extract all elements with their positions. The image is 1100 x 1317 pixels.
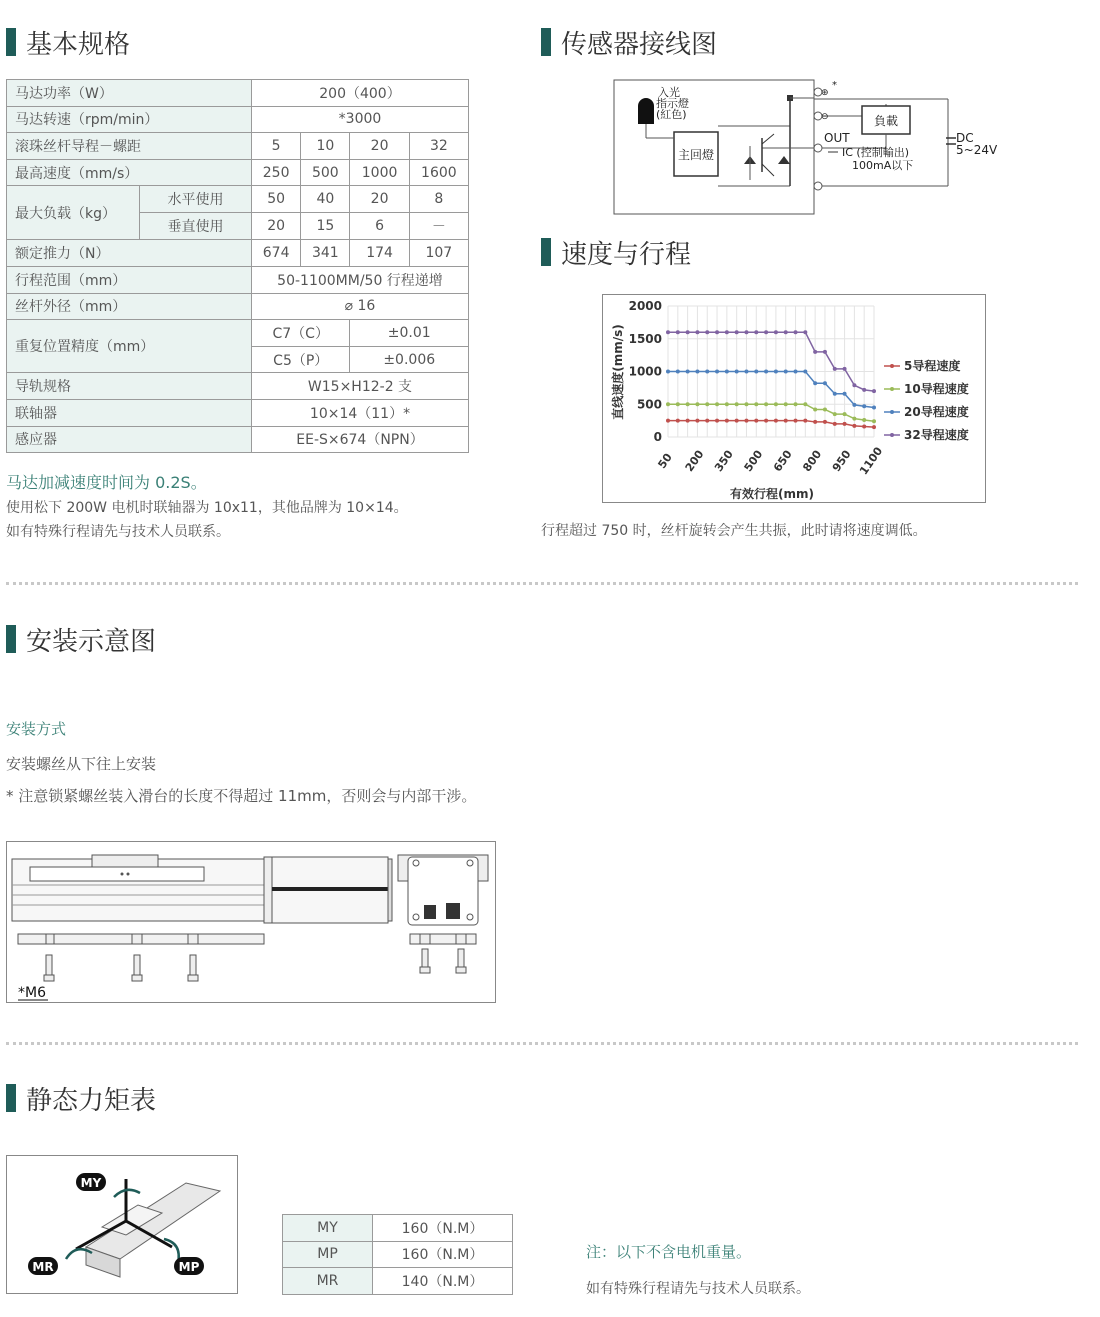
y-tick-label: 0 xyxy=(653,430,662,444)
x-tick-label: 950 xyxy=(829,447,854,475)
my-label: MY xyxy=(80,1176,102,1190)
data-point xyxy=(774,330,778,334)
data-point xyxy=(813,420,817,424)
install-method-title: 安装方式 xyxy=(6,720,67,738)
data-point xyxy=(676,402,680,406)
max-load-cell xyxy=(7,186,252,240)
data-point xyxy=(705,419,709,423)
horizontal-value: 20 xyxy=(350,186,409,213)
data-point xyxy=(735,419,739,423)
motor-end xyxy=(388,859,392,921)
resonance-note: 行程超过 750 时，丝杆旋转会产生共振，此时请将速度调低。 xyxy=(541,523,927,539)
data-point xyxy=(872,389,876,393)
data-point xyxy=(686,330,690,334)
moment-value: 140（N.M） xyxy=(373,1268,513,1295)
data-point xyxy=(803,370,807,374)
thrust-label: 额定推力（N） xyxy=(7,240,252,267)
moment-table xyxy=(282,1214,513,1295)
zener-icon xyxy=(778,156,790,164)
moment-key: MP xyxy=(283,1241,373,1268)
data-point xyxy=(823,420,827,424)
data-point xyxy=(774,370,778,374)
moment-note-title: 注：以下不含电机重量。 xyxy=(586,1243,752,1261)
data-point xyxy=(686,402,690,406)
section-title-basic-spec: 基本规格 xyxy=(6,26,130,58)
coupling-value: 10×14（11）* xyxy=(252,399,469,426)
install-method-text: 安装螺丝从下往上安装 xyxy=(6,755,157,773)
mount-block xyxy=(132,934,142,944)
vertical-value: 15 xyxy=(301,213,350,240)
dotted-divider xyxy=(6,582,1078,585)
data-point xyxy=(872,406,876,410)
slider-table xyxy=(92,855,158,867)
vertical-value: － xyxy=(409,213,468,240)
data-point xyxy=(843,412,847,416)
data-point xyxy=(843,392,847,396)
indicator-label: (紅色) xyxy=(656,108,687,121)
data-point xyxy=(686,370,690,374)
data-point xyxy=(666,370,670,374)
x-tick-label: 1100 xyxy=(857,444,886,478)
x-tick-label: 350 xyxy=(712,447,736,475)
data-point xyxy=(794,419,798,423)
table-row xyxy=(283,1215,513,1242)
load-label: 負載 xyxy=(874,114,899,128)
moment-diagram xyxy=(6,1155,238,1295)
data-point xyxy=(823,381,827,385)
slider-carriage xyxy=(30,867,204,881)
spec-table xyxy=(6,79,469,453)
y-axis-label: 直线速度(mm/s) xyxy=(611,324,625,420)
screw-size-label: *M6 xyxy=(18,985,46,1001)
table-row xyxy=(7,266,469,293)
data-point xyxy=(725,330,729,334)
thrust-value: 341 xyxy=(301,240,350,267)
star-label: * xyxy=(832,80,837,91)
data-point xyxy=(764,402,768,406)
coupling-label: 联轴器 xyxy=(7,399,252,426)
data-point xyxy=(715,402,719,406)
data-point xyxy=(666,330,670,334)
title-accent-bar xyxy=(6,1084,16,1112)
current-label: 100mA以下 xyxy=(852,159,914,172)
table-row xyxy=(7,240,469,267)
data-point xyxy=(784,370,788,374)
horizontal-label: 水平使用 xyxy=(140,186,251,213)
sensor-value: EE-S×674（NPN） xyxy=(252,426,469,453)
connector-icon xyxy=(424,905,436,919)
screw-head-icon xyxy=(420,967,430,973)
indicator-label: 入光 xyxy=(658,86,680,99)
max-speed-value: 1000 xyxy=(350,159,409,186)
data-point xyxy=(843,422,847,426)
screw-head-icon xyxy=(456,967,466,973)
data-point xyxy=(764,370,768,374)
moment-key: MR xyxy=(283,1268,373,1295)
moment-value: 160（N.M） xyxy=(373,1215,513,1242)
data-point xyxy=(686,419,690,423)
data-point xyxy=(852,403,856,407)
data-point xyxy=(715,370,719,374)
data-point xyxy=(872,425,876,429)
moment-key: MY xyxy=(283,1215,373,1242)
section-title-speed-stroke: 速度与行程 xyxy=(541,236,691,268)
mount-block xyxy=(456,934,466,944)
horizontal-value: 50 xyxy=(252,186,301,213)
max-speed-value: 500 xyxy=(301,159,350,186)
y-tick-label: 1500 xyxy=(628,331,662,346)
max-speed-label: 最高速度（mm/s） xyxy=(7,159,252,186)
data-point xyxy=(744,419,748,423)
table-row xyxy=(7,80,469,107)
mount-screw-icon xyxy=(422,949,428,969)
transistor-icon xyxy=(762,134,774,144)
c5-label: C5（P） xyxy=(252,346,350,373)
mount-block xyxy=(188,934,198,944)
speed-stroke-chart xyxy=(602,294,986,503)
data-point xyxy=(852,417,856,421)
install-diagram xyxy=(6,841,496,1004)
y-tick-label: 2000 xyxy=(628,299,662,313)
data-point xyxy=(735,330,739,334)
screw-dia-label: 丝杆外径（mm） xyxy=(7,293,252,320)
data-point xyxy=(695,419,699,423)
connector-icon xyxy=(446,903,460,919)
section-title-sensor-wiring: 传感器接线图 xyxy=(541,26,717,58)
dotted-divider xyxy=(6,1042,1078,1045)
mount-screw-icon xyxy=(46,955,52,975)
data-point xyxy=(735,370,739,374)
data-point xyxy=(695,330,699,334)
data-point xyxy=(794,370,798,374)
screw-head-icon xyxy=(188,975,198,981)
mount-screw-icon xyxy=(458,949,464,969)
table-row xyxy=(7,133,469,160)
table-row xyxy=(7,426,469,453)
data-point xyxy=(705,370,709,374)
data-point xyxy=(833,367,837,371)
data-point xyxy=(676,419,680,423)
c7-value: ±0.01 xyxy=(350,320,469,347)
main-circuit-label: 主回燈 xyxy=(678,148,715,162)
screw-hole-icon xyxy=(127,873,130,876)
legend-label: 32导程速度 xyxy=(904,428,969,442)
table-row xyxy=(7,373,469,400)
max-speed-value: 1600 xyxy=(409,159,468,186)
data-point xyxy=(813,407,817,411)
legend-label: 10导程速度 xyxy=(904,382,969,396)
legend-label: 5导程速度 xyxy=(904,359,961,373)
data-point xyxy=(833,392,837,396)
lead-value: 10 xyxy=(301,133,350,160)
data-point xyxy=(744,370,748,374)
title-accent-bar xyxy=(6,625,16,653)
legend-marker xyxy=(890,387,894,391)
table-row xyxy=(7,399,469,426)
data-point xyxy=(872,419,876,423)
install-warning: * 注意锁紧螺丝装入滑台的长度不得超过 11mm，否则会与内部干涉。 xyxy=(6,787,477,805)
data-point xyxy=(725,402,729,406)
thrust-value: 107 xyxy=(409,240,468,267)
x-axis-label: 有效行程(mm) xyxy=(730,487,814,501)
data-point xyxy=(784,419,788,423)
max-speed-value: 250 xyxy=(252,159,301,186)
data-point xyxy=(764,330,768,334)
data-point xyxy=(794,402,798,406)
thrust-value: 174 xyxy=(350,240,409,267)
indicator-label: 指示燈 xyxy=(656,97,689,110)
data-point xyxy=(794,330,798,334)
horizontal-value: 40 xyxy=(301,186,350,213)
y-tick-label: 1000 xyxy=(628,364,662,379)
data-point xyxy=(695,370,699,374)
title-accent-bar xyxy=(541,28,551,56)
out-label: OUT xyxy=(824,131,850,145)
sensor-label: 感应器 xyxy=(7,426,252,453)
data-point xyxy=(754,330,758,334)
moment-value: 160（N.M） xyxy=(373,1241,513,1268)
indicator-led-icon xyxy=(638,98,654,124)
motor-power-value: 200（400） xyxy=(252,80,469,107)
end-plate xyxy=(264,857,272,923)
x-tick-label: 500 xyxy=(741,447,766,475)
section-title-static-moment: 静态力矩表 xyxy=(6,1082,156,1114)
mount-screw-icon xyxy=(134,955,140,975)
screw-hole-icon xyxy=(121,873,124,876)
ic-label: IC (控制輸出) xyxy=(842,146,910,159)
moment-note-text: 如有特殊行程请先与技术人员联系。 xyxy=(586,1281,810,1297)
voltage-label: 5~24V xyxy=(956,143,998,157)
screw-dia-value: ⌀ 16 xyxy=(252,293,469,320)
horizontal-value: 8 xyxy=(409,186,468,213)
data-point xyxy=(676,370,680,374)
thrust-value: 674 xyxy=(252,240,301,267)
motor-band xyxy=(272,887,388,891)
vertical-value: 20 xyxy=(252,213,301,240)
data-point xyxy=(852,424,856,428)
section-title-install: 安装示意图 xyxy=(6,623,156,655)
terminal-gnd xyxy=(814,182,822,190)
motor-power-label: 马达功率（W） xyxy=(7,80,252,107)
data-point xyxy=(803,402,807,406)
stroke-label: 行程范围（mm） xyxy=(7,266,252,293)
vertical-label: 垂直使用 xyxy=(167,219,224,236)
minus-label: ⊖ xyxy=(821,112,829,122)
rail-value: W15×H12-2 支 xyxy=(252,373,469,400)
data-point xyxy=(705,402,709,406)
data-point xyxy=(735,402,739,406)
max-load-label: 最大负载（kg） xyxy=(7,186,140,239)
data-point xyxy=(725,370,729,374)
stroke-value: 50-1100MM/50 行程递增 xyxy=(252,266,469,293)
x-tick-label: 50 xyxy=(655,450,675,471)
data-point xyxy=(666,402,670,406)
data-point xyxy=(774,419,778,423)
data-point xyxy=(784,330,788,334)
x-tick-label: 200 xyxy=(682,447,707,475)
terminal-minus xyxy=(814,144,822,152)
data-point xyxy=(725,419,729,423)
data-point xyxy=(803,419,807,423)
table-row xyxy=(7,106,469,133)
data-point xyxy=(862,404,866,408)
data-point xyxy=(754,370,758,374)
data-point xyxy=(744,402,748,406)
repeat-label: 重复位置精度（mm） xyxy=(7,320,252,373)
motor-speed-label: 马达转速（rpm/min） xyxy=(7,106,252,133)
legend-marker xyxy=(890,410,894,414)
table-row xyxy=(283,1241,513,1268)
c5-value: ±0.006 xyxy=(350,346,469,373)
sensor-wiring-diagram xyxy=(610,76,1010,218)
x-tick-label: 650 xyxy=(770,447,795,475)
mount-block xyxy=(46,934,54,944)
table-row xyxy=(7,293,469,320)
lead-label: 滚珠丝杆导程－螺距 xyxy=(7,133,252,160)
mount-screw-icon xyxy=(190,955,196,975)
data-point xyxy=(715,330,719,334)
table-row xyxy=(7,320,469,347)
mp-label: MP xyxy=(178,1260,200,1274)
data-point xyxy=(784,402,788,406)
contact-note: 如有特殊行程请先与技术人员联系。 xyxy=(6,524,230,540)
accel-note: 马达加减速度时间为 0.2S。 xyxy=(6,473,207,492)
plus-label: ⊕ xyxy=(821,88,829,98)
vertical-value: 6 xyxy=(350,213,409,240)
data-point xyxy=(705,330,709,334)
data-point xyxy=(843,367,847,371)
data-point xyxy=(862,388,866,392)
lead-value: 5 xyxy=(252,133,301,160)
mount-block xyxy=(420,934,430,944)
rail-label: 导轨规格 xyxy=(7,373,252,400)
motor-speed-value: *3000 xyxy=(252,106,469,133)
data-point xyxy=(754,419,758,423)
data-point xyxy=(774,402,778,406)
data-point xyxy=(744,330,748,334)
data-point xyxy=(823,407,827,411)
coupling-note: 使用松下 200W 电机时联轴器为 10x11，其他品牌为 10×14。 xyxy=(6,500,408,516)
data-point xyxy=(813,350,817,354)
data-point xyxy=(862,425,866,429)
screw-head-icon xyxy=(44,975,54,981)
data-point xyxy=(813,381,817,385)
lead-value: 20 xyxy=(350,133,409,160)
data-point xyxy=(833,422,837,426)
table-row xyxy=(7,159,469,186)
y-tick-label: 500 xyxy=(636,397,662,412)
lead-value: 32 xyxy=(409,133,468,160)
legend-label: 20导程速度 xyxy=(904,405,969,419)
data-point xyxy=(754,402,758,406)
dc-label: DC xyxy=(956,131,974,145)
table-row xyxy=(283,1268,513,1295)
title-accent-bar xyxy=(6,28,16,56)
data-point xyxy=(676,330,680,334)
mr-label: MR xyxy=(32,1260,54,1274)
data-point xyxy=(715,419,719,423)
data-point xyxy=(764,419,768,423)
data-point xyxy=(862,418,866,422)
x-tick-label: 800 xyxy=(800,447,825,475)
screw-head-icon xyxy=(132,975,142,981)
table-row xyxy=(7,186,469,213)
title-accent-bar xyxy=(541,238,551,266)
data-point xyxy=(803,330,807,334)
data-point xyxy=(666,419,670,423)
legend-marker xyxy=(890,433,894,437)
c7-label: C7（C） xyxy=(252,320,350,347)
data-point xyxy=(695,402,699,406)
transistor-icon xyxy=(762,164,774,176)
data-point xyxy=(823,350,827,354)
data-point xyxy=(852,383,856,387)
data-point xyxy=(833,412,837,416)
legend-marker xyxy=(890,364,894,368)
